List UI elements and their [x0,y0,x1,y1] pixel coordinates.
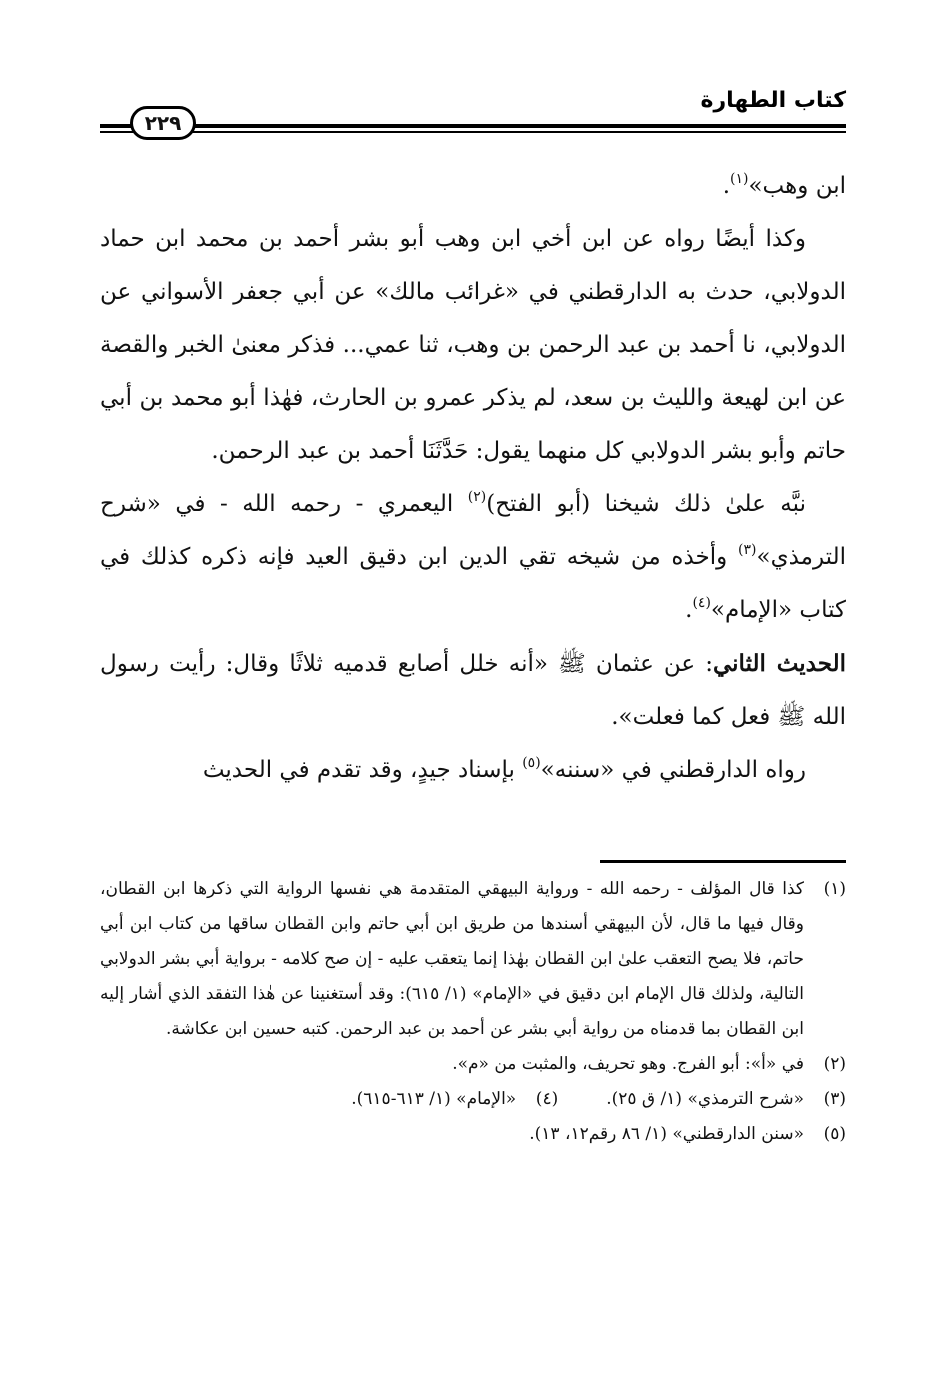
footnote-5 [100,1117,846,1152]
footnote-2 [100,1047,846,1082]
paragraph-3-text-a: نبَّه علىٰ ذلك شيخنا (أبو الفتح) [486,491,806,517]
paragraph-3-end: . [685,597,693,623]
paragraph-4 [100,637,846,744]
paragraph-3-text-c: وأخذه من شيخه تقي الدين ابن دقيق العيد فإنه ذكره كذلك في كتاب «الإمام» [100,544,846,623]
footnote-row-3-4 [100,1082,846,1117]
footnote-ref-4: (٤) [692,595,711,611]
footnote-1-number: (١) [823,879,846,899]
footnotes [100,872,846,1152]
footnote-1 [100,872,846,1047]
footnote-3-text: «شرح الترمذي» (١/ ق ٢٥). [606,1089,804,1109]
footnote-ref-5: (٥) [522,755,541,771]
footnote-1-text: كذا قال المؤلف - رحمه الله - ورواية البيهقي المتقدمة هي نفسها الرواية التي ذكرها ابن القطان، وقال فيها ما قال، لأن البيهقي أسندها من طريق ابن أبي حاتم وابن القطان ساقها من كتاب ابن أبي حاتم، فلا يصح التعقب علىٰ ابن القطان بهٰذا إنما يتعقب عليه - إن صح كلامه - برواية أبي بشر الدولابي التالية، ولذلك قال الإمام ابن دقيق في «الإمام» (١/ ٦١٥): وقد أستغنينا عن هٰذا التفقد الذي أشار إليه ابن القطان بما قدمناه من رواية أبي بشر عن أحمد بن عبد الرحمن. كتبه حسين ابن عكاشة. [100,879,804,1039]
paragraph-3-text-b: اليعمري - رحمه الله - في «شرح الترمذي» [100,491,846,570]
footnote-3 [606,1082,846,1117]
paragraph-1-end: . [722,173,731,199]
paragraph-3 [100,478,846,637]
footnote-2-number: (٢) [823,1054,846,1074]
paragraph-2: وكذا أيضًا رواه عن ابن أخي ابن وهب أبو بشر أحمد بن محمد ابن حماد الدولابي، حدث به الدارقطني في «غرائب مالك» عن أبي جعفر الأسواني عن الدولابي، نا أحمد بن عبد الرحمن بن وهب، ثنا عمي... فذكر معنىٰ الخبر والقصة عن ابن لهيعة والليث بن سعد، لم يذكر عمرو بن الحارث، فهٰذا أبو محمد بن أبي حاتم وأبو بشر الدولابي كل منهما يقول: حَدَّثَنَا أحمد بن عبد الرحمن. [100,226,846,464]
footnote-divider [600,860,846,863]
footnote-5-number: (٥) [823,1124,846,1144]
chapter-title: كتاب الطهارة [700,88,846,113]
footnote-ref-2: (٢) [467,489,487,505]
footnote-ref-1: (١) [730,171,749,187]
paragraph-5-text-b: بإسناد جيدٍ، وقد تقدم في الحديث [202,757,523,783]
page-number: ٢٢٩ [130,106,196,140]
footnote-4 [351,1082,558,1117]
hadith-heading: الحديث الثاني [712,650,847,677]
main-text [100,160,846,797]
paragraph-1 [100,160,846,213]
footnote-5-text: «سنن الدارقطني» (١/ ٨٦ رقم١٢، ١٣). [529,1124,804,1144]
footnote-3-number: (٣) [823,1089,846,1109]
footnote-ref-3: (٣) [738,542,757,558]
paragraph-4-text: : عن عثمان ﷺ «أنه خلل أصابع قدميه ثلاثًا وقال: رأيت رسول الله ﷺ فعل كما فعلت». [100,651,846,730]
paragraph-5 [100,744,846,797]
header-rule-thin [100,131,846,133]
footnote-4-text: «الإمام» (١/ ٦١٣-٦١٥). [351,1089,517,1109]
paragraph-1-text: ابن وهب» [748,173,846,199]
footnote-2-text: في «أ»: أبو الفرج. وهو تحريف، والمثبت من «م». [452,1054,804,1074]
page-header [100,84,846,144]
footnote-4-number: (٤) [535,1089,559,1109]
header-rule [100,124,846,128]
paragraph-5-text-a: رواه الدارقطني في «سننه» [540,757,806,783]
